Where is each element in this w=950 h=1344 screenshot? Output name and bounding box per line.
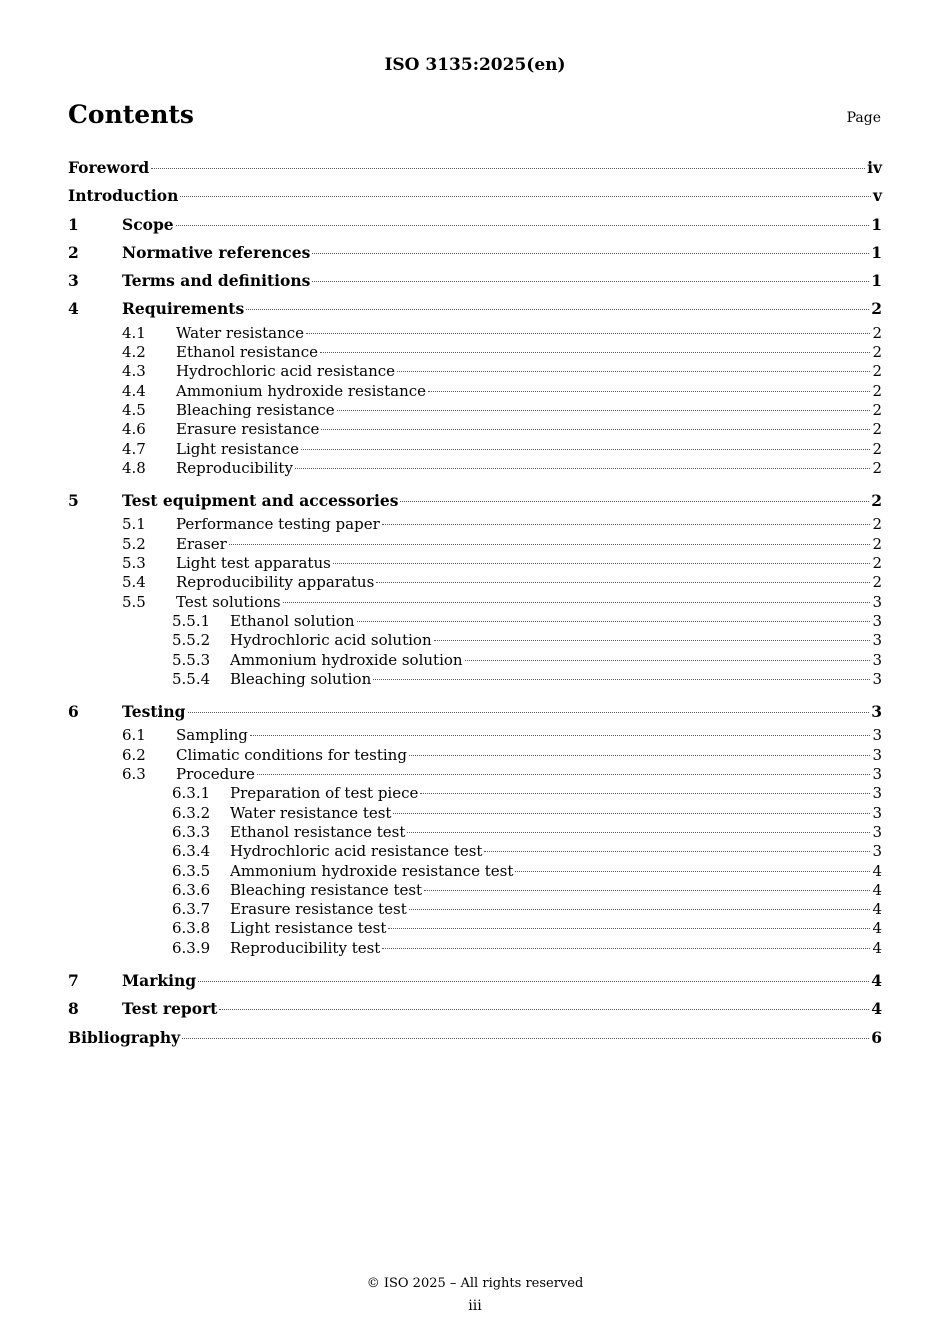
toc-entry[interactable] — [68, 612, 882, 631]
toc-entry-title[interactable]: Hydrochloric acid resistance — [176, 362, 396, 381]
toc-entry-number: 6.3 — [122, 765, 146, 784]
toc-entry-page[interactable]: 3 — [872, 765, 882, 784]
toc-entry-title[interactable]: Requirements — [122, 299, 245, 319]
toc-entry-title[interactable]: Testing — [122, 702, 186, 722]
toc-entry-page[interactable]: 4 — [872, 919, 882, 938]
toc-entry[interactable] — [68, 267, 882, 295]
toc-entry-page[interactable]: 3 — [872, 592, 882, 611]
toc-entry-title[interactable]: Test equipment and accessories — [122, 491, 399, 511]
dot-leader — [382, 948, 870, 949]
dot-leader — [219, 1009, 869, 1010]
toc-entry-number: 6.3.9 — [172, 938, 211, 957]
toc-entry-title[interactable]: Water resistance test — [230, 803, 392, 822]
toc-entry-number: 6.3.3 — [172, 822, 211, 841]
toc-entry-number: 5.5.2 — [172, 631, 211, 650]
toc-entry-title[interactable]: Preparation of test piece — [230, 784, 419, 803]
dot-leader — [428, 391, 870, 392]
toc-entry-title[interactable]: Hydrochloric acid solution — [230, 631, 432, 650]
toc-entry-number: 6.1 — [122, 726, 146, 745]
toc-entry[interactable] — [68, 343, 882, 362]
dot-leader — [420, 793, 870, 794]
toc-entry-title[interactable]: Light resistance — [176, 439, 299, 458]
toc-entry-title[interactable]: Light resistance test — [230, 919, 387, 938]
toc-entry-page[interactable]: 2 — [872, 439, 882, 458]
dot-leader — [283, 602, 871, 603]
toc-entry-title[interactable]: Ethanol resistance — [176, 343, 318, 362]
toc-entry-title[interactable]: Ammonium hydroxide resistance test — [230, 861, 514, 880]
toc-entry[interactable] — [68, 900, 882, 919]
toc-entry-number: 4.3 — [122, 362, 146, 381]
toc-entry[interactable] — [68, 804, 882, 823]
toc-entry-page[interactable]: 4 — [871, 970, 882, 990]
toc-entry-number: 5.5.4 — [172, 669, 211, 688]
toc-entry[interactable] — [68, 362, 882, 381]
toc-entry-title[interactable]: Performance testing paper — [176, 515, 380, 534]
toc-entry-number: 4.8 — [122, 458, 146, 477]
toc-entry-title[interactable]: Water resistance — [176, 323, 305, 342]
dot-leader — [188, 712, 870, 713]
toc-entry[interactable] — [68, 726, 882, 745]
toc-entry[interactable] — [68, 459, 882, 478]
dot-leader — [376, 582, 870, 583]
toc-entry[interactable] — [68, 881, 882, 900]
dot-leader — [295, 468, 871, 469]
toc-entry-page[interactable]: 2 — [872, 515, 882, 534]
toc-entry-number: 6.3.1 — [172, 784, 211, 803]
toc-entry-page[interactable]: 1 — [871, 214, 882, 234]
dot-leader — [407, 832, 870, 833]
toc-entry-page[interactable]: 1 — [871, 242, 882, 262]
toc-entry[interactable] — [68, 573, 882, 592]
toc-entry[interactable] — [68, 211, 882, 239]
toc-entry-page[interactable]: v — [872, 186, 882, 206]
toc-entry-number: 6.3.4 — [172, 842, 211, 861]
toc-entry-number: 6.3.5 — [172, 861, 211, 880]
toc-entry[interactable] — [68, 631, 882, 650]
toc-entry-page[interactable]: 3 — [872, 669, 882, 688]
toc-entry[interactable] — [68, 382, 882, 401]
toc-entry-page[interactable]: 3 — [872, 803, 882, 822]
page-number: iii — [468, 1298, 482, 1314]
dot-leader — [397, 371, 870, 372]
toc-entry-page[interactable]: 3 — [872, 631, 882, 650]
dot-leader — [229, 544, 871, 545]
toc-entry-number: 7 — [68, 970, 79, 990]
toc-entry[interactable] — [68, 420, 882, 439]
toc-entry-page[interactable]: 2 — [871, 491, 882, 511]
toc-entry-title[interactable]: Bleaching resistance — [176, 400, 335, 419]
dot-leader — [257, 774, 871, 775]
toc-entry-title[interactable]: Reproducibility — [176, 458, 293, 477]
toc-entry-page[interactable]: 2 — [872, 554, 882, 573]
toc-entry-number: 3 — [68, 271, 79, 291]
toc-entry-title[interactable]: Reproducibility apparatus — [176, 573, 375, 592]
dot-leader — [357, 621, 871, 622]
toc-entry-number: 1 — [68, 214, 79, 234]
toc-entry[interactable] — [68, 593, 882, 612]
toc-entry[interactable] — [68, 440, 882, 459]
page-column-label: Page — [846, 110, 881, 126]
toc-entry-number: 8 — [68, 999, 79, 1019]
toc-entry-number: 5.3 — [122, 554, 146, 573]
toc-entry-page[interactable]: 6 — [871, 1027, 882, 1047]
toc-entry-page[interactable]: 2 — [872, 400, 882, 419]
toc-entry[interactable] — [68, 698, 882, 726]
toc-entry-title[interactable]: Climatic conditions for testing — [176, 745, 407, 764]
toc-entry[interactable] — [68, 651, 882, 670]
toc-entry-number: 6.2 — [122, 745, 146, 764]
toc-entry[interactable] — [68, 862, 882, 881]
toc-entry-title[interactable]: Test solutions — [176, 592, 281, 611]
toc-entry-number: 5 — [68, 491, 79, 511]
toc-entry-number: 6.3.8 — [172, 919, 211, 938]
dot-leader — [180, 196, 871, 197]
toc-entry-page[interactable]: 4 — [871, 999, 882, 1019]
copyright-footer: © ISO 2025 – All rights reserved — [366, 1276, 584, 1291]
toc-entry-number: 4.2 — [122, 343, 146, 362]
toc-entry-number: 4.5 — [122, 400, 146, 419]
toc-entry-number: 5.2 — [122, 534, 146, 553]
toc-entry-number: 4.4 — [122, 381, 146, 400]
toc-entry[interactable] — [68, 823, 882, 842]
toc-entry[interactable] — [68, 784, 882, 803]
toc-entry-number: 5.1 — [122, 515, 146, 534]
toc-entry-page[interactable]: 2 — [871, 299, 882, 319]
toc-entry[interactable] — [68, 401, 882, 420]
toc-entry-page[interactable]: 4 — [872, 880, 882, 899]
toc-entry-number: 4.6 — [122, 420, 146, 439]
toc-entry-title[interactable]: Marking — [122, 970, 197, 990]
toc-entry-page[interactable]: 3 — [871, 702, 882, 722]
toc-entry[interactable] — [68, 670, 882, 689]
toc-entry-number: 6.3.6 — [172, 880, 211, 899]
toc-entry[interactable] — [68, 554, 882, 573]
dot-leader — [393, 813, 870, 814]
toc-entry-page[interactable]: 2 — [872, 323, 882, 342]
toc-entry-title[interactable]: Ammonium hydroxide resistance — [176, 381, 427, 400]
dot-leader — [409, 755, 871, 756]
contents-heading: Contents — [68, 100, 195, 129]
toc-entry-title[interactable]: Terms and definitions — [122, 271, 311, 291]
dot-leader — [382, 524, 871, 525]
toc-entry[interactable] — [68, 995, 882, 1023]
toc-entry[interactable] — [68, 154, 882, 182]
table-of-contents — [68, 154, 882, 1052]
dot-leader — [312, 253, 869, 254]
dot-leader — [465, 660, 871, 661]
toc-entry-page[interactable]: 3 — [872, 745, 882, 764]
toc-entry-title[interactable]: Erasure resistance test — [230, 900, 407, 919]
toc-entry-number: 4.1 — [122, 323, 146, 342]
toc-entry-title[interactable]: Sampling — [176, 726, 248, 745]
dot-leader — [182, 1038, 869, 1039]
dot-leader — [484, 851, 870, 852]
toc-entry-page[interactable]: 4 — [872, 938, 882, 957]
dot-leader — [198, 981, 869, 982]
toc-entry-title[interactable]: Reproducibility test — [230, 938, 381, 957]
toc-entry-page[interactable]: 4 — [872, 861, 882, 880]
toc-entry-number: 6 — [68, 702, 79, 722]
toc-entry[interactable] — [68, 1024, 882, 1052]
toc-entry-title[interactable]: Scope — [122, 214, 174, 234]
document-id-header: ISO 3135:2025(en) — [384, 55, 566, 75]
toc-entry-number: 4.7 — [122, 439, 146, 458]
toc-entry[interactable] — [68, 746, 882, 765]
toc-entry-title[interactable]: Eraser — [176, 534, 227, 553]
toc-entry-number: 2 — [68, 242, 79, 262]
toc-entry-number: 5.5.1 — [172, 611, 211, 630]
toc-entry-title[interactable]: Bibliography — [68, 1027, 181, 1047]
toc-entry-number: 5.4 — [122, 573, 146, 592]
dot-leader — [400, 501, 869, 502]
toc-entry-title[interactable]: Test report — [122, 999, 218, 1019]
toc-entry[interactable] — [68, 515, 882, 534]
dot-leader — [388, 928, 870, 929]
toc-entry[interactable] — [68, 182, 882, 210]
toc-entry-page[interactable]: 3 — [872, 650, 882, 669]
toc-entry-page[interactable]: 2 — [872, 381, 882, 400]
toc-entry-title[interactable]: Ethanol resistance test — [230, 822, 406, 841]
toc-entry-title[interactable]: Foreword — [68, 158, 150, 177]
toc-entry-number: 4 — [68, 299, 79, 319]
dot-leader — [312, 281, 869, 282]
dot-leader — [301, 449, 870, 450]
toc-entry-number: 5.5.3 — [172, 650, 211, 669]
dot-leader — [337, 410, 871, 411]
toc-entry[interactable] — [68, 765, 882, 784]
dot-leader — [333, 563, 871, 564]
toc-entry-page[interactable]: 2 — [872, 343, 882, 362]
dot-leader — [306, 333, 870, 334]
toc-entry-page[interactable]: 3 — [872, 842, 882, 861]
toc-entry-page[interactable]: 3 — [872, 611, 882, 630]
toc-entry-page[interactable]: 2 — [872, 420, 882, 439]
dot-leader — [250, 735, 871, 736]
dot-leader — [320, 352, 870, 353]
toc-entry-title[interactable]: Introduction — [68, 186, 179, 206]
toc-entry-title[interactable]: Bleaching solution — [230, 669, 372, 688]
toc-entry-title[interactable]: Normative references — [122, 242, 311, 262]
toc-entry-page[interactable]: 3 — [872, 726, 882, 745]
toc-entry[interactable] — [68, 939, 882, 958]
toc-entry[interactable] — [68, 919, 882, 938]
toc-entry-page[interactable]: 2 — [872, 534, 882, 553]
toc-entry-page[interactable]: 2 — [872, 362, 882, 381]
toc-entry-page[interactable]: 4 — [872, 900, 882, 919]
toc-entry[interactable] — [68, 535, 882, 554]
toc-entry[interactable] — [68, 239, 882, 267]
dot-leader — [373, 679, 870, 680]
toc-entry[interactable] — [68, 324, 882, 343]
dot-leader — [321, 429, 870, 430]
toc-entry[interactable] — [68, 487, 882, 515]
toc-entry-page[interactable]: iv — [867, 158, 882, 177]
toc-entry[interactable] — [68, 967, 882, 995]
dot-leader — [424, 890, 870, 891]
dot-leader — [176, 225, 870, 226]
dot-leader — [434, 640, 871, 641]
dot-leader — [409, 909, 871, 910]
toc-entry-title[interactable]: Light test apparatus — [176, 554, 331, 573]
dot-leader — [515, 871, 870, 872]
toc-entry-page[interactable]: 2 — [872, 573, 882, 592]
toc-entry-number: 6.3.2 — [172, 803, 211, 822]
toc-entry-page[interactable]: 1 — [871, 271, 882, 291]
toc-entry-page[interactable]: 2 — [872, 458, 882, 477]
toc-entry-title[interactable]: Procedure — [176, 765, 255, 784]
toc-entry-number: 6.3.7 — [172, 900, 211, 919]
toc-entry-page[interactable]: 3 — [872, 784, 882, 803]
dot-leader — [246, 309, 869, 310]
toc-entry[interactable] — [68, 842, 882, 861]
toc-entry-number: 5.5 — [122, 592, 146, 611]
toc-entry-title[interactable]: Bleaching resistance test — [230, 880, 423, 899]
dot-leader — [151, 168, 865, 169]
toc-entry-title[interactable]: Ethanol solution — [230, 611, 355, 630]
toc-entry-title[interactable]: Ammonium hydroxide solution — [230, 650, 463, 669]
toc-entry-page[interactable]: 3 — [872, 822, 882, 841]
toc-entry-title[interactable]: Hydrochloric acid resistance test — [230, 842, 483, 861]
toc-entry[interactable] — [68, 295, 882, 323]
toc-entry-title[interactable]: Erasure resistance — [176, 420, 320, 439]
